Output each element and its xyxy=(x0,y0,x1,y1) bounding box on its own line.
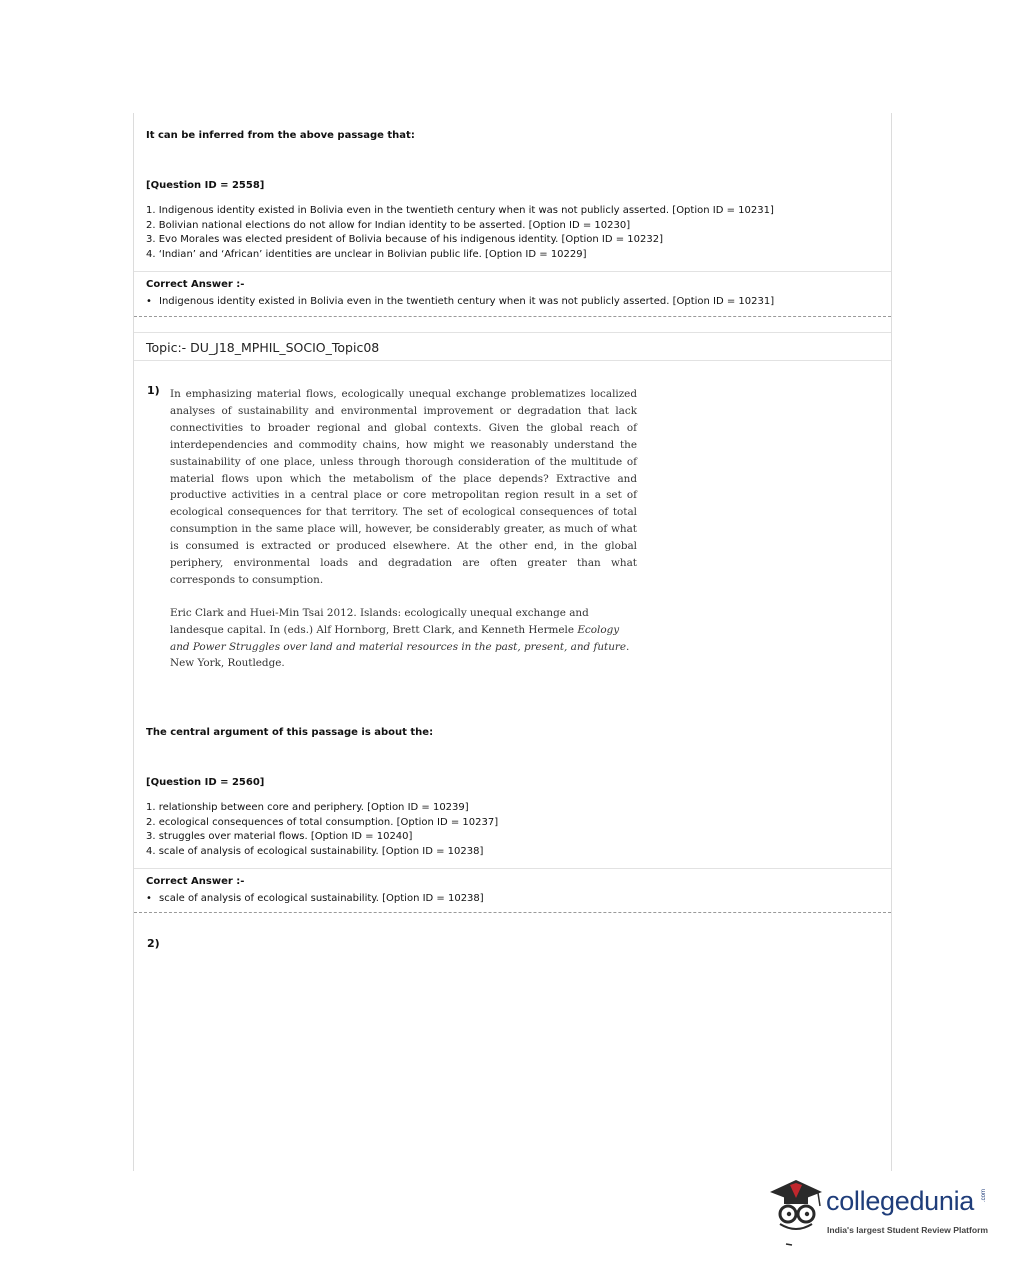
question-number: 2) xyxy=(147,937,160,950)
dashed-separator xyxy=(134,912,891,913)
question-prompt: The central argument of this passage is about the: xyxy=(146,727,434,738)
option-item: 2. Bolivian national elections do not allow for Indian identity to be asserted. [Option ID = 10230] xyxy=(146,219,631,231)
brand-domain: .com xyxy=(981,1188,987,1202)
divider xyxy=(134,360,891,361)
brand-name: collegedunia xyxy=(826,1186,975,1216)
option-item: 4. scale of analysis of ecological sustainability. [Option ID = 10238] xyxy=(146,845,484,857)
divider xyxy=(134,332,891,333)
correct-answer-text: scale of analysis of ecological sustainability. [Option ID = 10238] xyxy=(159,893,484,904)
divider xyxy=(134,271,891,272)
correct-answer xyxy=(146,295,774,309)
bullet-icon: • xyxy=(146,296,152,307)
divider xyxy=(134,868,891,869)
dashed-separator xyxy=(134,316,891,317)
passage-citation xyxy=(170,605,640,672)
brand-tagline: India's largest Student Review Platform xyxy=(827,1225,989,1235)
topic-title: Topic:- DU_J18_MPHIL_SOCIO_Topic08 xyxy=(146,340,380,355)
option-item: 1. relationship between core and periphery. [Option ID = 10239] xyxy=(146,802,469,813)
question-id: [Question ID = 2558] xyxy=(146,180,265,191)
correct-answer xyxy=(146,892,484,906)
option-item: 3. struggles over material flows. [Option ID = 10240] xyxy=(146,831,413,843)
options-list xyxy=(146,204,774,262)
option-item: 4. ‘Indian’ and ‘African’ identities are unclear in Bolivian public life. [Option ID = 10229] xyxy=(146,248,587,260)
options-list xyxy=(146,801,498,859)
question-number: 1) xyxy=(147,384,160,397)
citation-book-title: Ecology and Power Struggles over land and material resources in the past, present, and future. xyxy=(170,623,630,653)
page-border-right xyxy=(891,113,892,1171)
correct-answer-label: Correct Answer :- xyxy=(146,876,245,887)
citation-text: Eric Clark and Huei-Min Tsai 2012. Islands: ecologically unequal exchange and landesque capital. In (eds.) Alf Hornborg, Brett Clark, and Kenneth Hermele xyxy=(170,607,589,636)
bullet-icon: • xyxy=(146,893,152,904)
option-item: 1. Indigenous identity existed in Bolivia even in the twentieth century when it was not publicly asserted. [Option ID = 10231] xyxy=(146,205,774,216)
passage-text: In emphasizing material flows, ecologically unequal exchange problematizes localized analyses of sustainability and environmental improvement or degradation that lack connectivities to broader regional and global contexts. Given the global reach of interdependencies and commodity chains, how might we reasonably understand the sustainability of one place, unless through thorough consideration of the multitude of material flows upon which the metabolism of the place depends? Extractive and productive activities in a central place or core metropolitan region result in a set of ecological consequences for that territory. The set of ecological consequences of total consumption in the same place will, however, be considerably greater, as much of what is consumed is extracted or produced elsewhere. At the other end, in the global periphery, environmental loads and degradation are often greater than what corresponds to consumption. xyxy=(170,388,637,586)
question-prompt: It can be inferred from the above passage that: xyxy=(146,130,415,141)
option-item: 3. Evo Morales was elected president of Bolivia because of his indigenous identity. [Option ID = 10232] xyxy=(146,234,663,246)
citation-publisher: New York, Routledge. xyxy=(170,657,285,670)
question-id: [Question ID = 2560] xyxy=(146,777,265,788)
option-item: 2. ecological consequences of total consumption. [Option ID = 10237] xyxy=(146,816,499,828)
correct-answer-label: Correct Answer :- xyxy=(146,279,245,290)
correct-answer-text: Indigenous identity existed in Bolivia even in the twentieth century when it was not publicly asserted. [Option ID = 10231] xyxy=(159,296,775,307)
